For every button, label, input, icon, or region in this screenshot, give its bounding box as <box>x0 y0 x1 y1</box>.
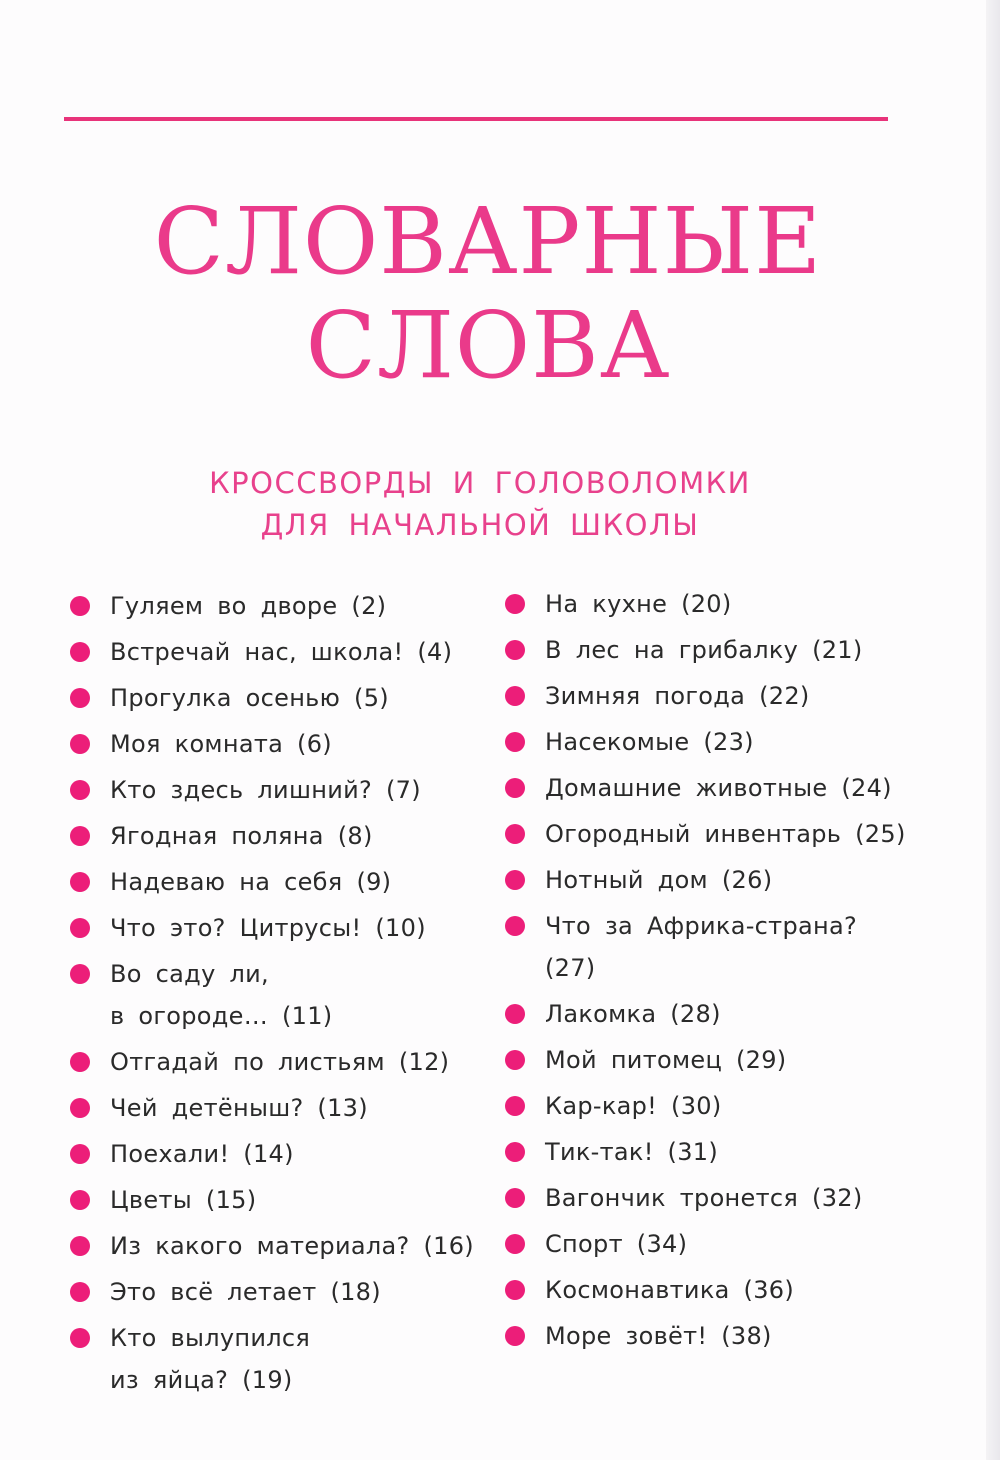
bullet-icon <box>505 1004 525 1024</box>
bullet-icon <box>70 1328 90 1348</box>
bullet-icon <box>70 1190 90 1210</box>
toc-item-label-line-1: Во саду ли, <box>110 960 269 988</box>
toc-item <box>70 585 500 627</box>
toc-item-label: Моя комната (6) <box>110 730 332 758</box>
toc-item <box>70 815 500 857</box>
toc-item-label: Море зовёт! (38) <box>545 1322 772 1350</box>
bullet-icon <box>505 640 525 660</box>
toc-item-label-line-2: (27) <box>545 954 596 982</box>
toc-item <box>70 1087 500 1129</box>
toc-item-label: Огородный инвентарь (25) <box>545 820 906 848</box>
bullet-icon <box>505 732 525 752</box>
bullet-icon <box>70 1144 90 1164</box>
toc-item <box>70 769 500 811</box>
bullet-icon <box>70 1052 90 1072</box>
toc-item-label: Космонавтика (36) <box>545 1276 795 1304</box>
toc-item-label: Домашние животные (24) <box>545 774 892 802</box>
toc-item-label: Надеваю на себя (9) <box>110 868 392 896</box>
bullet-icon <box>70 1236 90 1256</box>
top-rule <box>64 117 888 121</box>
toc-item <box>505 721 945 763</box>
bullet-icon <box>505 870 525 890</box>
bullet-icon <box>70 1282 90 1302</box>
toc-item-label: Кар-кар! (30) <box>545 1092 722 1120</box>
toc-item-label: Встречай нас, школа! (4) <box>110 638 453 666</box>
bullet-icon <box>70 596 90 616</box>
toc-item <box>70 1133 500 1175</box>
toc-right-column <box>505 583 945 1361</box>
toc-item-label: На кухне (20) <box>545 590 732 618</box>
toc-item <box>70 907 500 949</box>
bullet-icon <box>70 642 90 662</box>
toc-item-label: В лес на грибалку (21) <box>545 636 863 664</box>
toc-item <box>505 1131 945 1173</box>
toc-item-label: Лакомка (28) <box>545 1000 721 1028</box>
subtitle-line-1: КРОССВОРДЫ И ГОЛОВОЛОМКИ <box>209 466 751 500</box>
bullet-icon <box>505 1234 525 1254</box>
title-line-1: СЛОВАРНЫЕ <box>153 188 823 295</box>
toc-left-column <box>70 585 500 1405</box>
page-edge <box>986 0 1000 1460</box>
subtitle <box>0 462 960 546</box>
toc-item <box>505 629 945 671</box>
bullet-icon <box>505 594 525 614</box>
bullet-icon <box>505 916 525 936</box>
title-line-2: СЛОВА <box>305 292 671 399</box>
toc-item <box>70 1271 500 1313</box>
toc-item-label: Нотный дом (26) <box>545 866 773 894</box>
toc-item <box>505 1039 945 1081</box>
toc-item <box>505 1269 945 1311</box>
toc-item-label: Из какого материала? (16) <box>110 1232 474 1260</box>
bullet-icon <box>505 1142 525 1162</box>
toc-item <box>505 1223 945 1265</box>
toc-item-label: Спорт (34) <box>545 1230 688 1258</box>
toc-item-label: Отгадай по листьям (12) <box>110 1048 450 1076</box>
bullet-icon <box>70 964 90 984</box>
toc-item <box>505 1085 945 1127</box>
bullet-icon <box>70 872 90 892</box>
toc-item-label-line-1: Кто вылупился <box>110 1324 311 1352</box>
toc-item-label: Цветы (15) <box>110 1186 257 1214</box>
bullet-icon <box>505 1096 525 1116</box>
toc-item-label: Вагончик тронется (32) <box>545 1184 863 1212</box>
bullet-icon <box>70 734 90 754</box>
bullet-icon <box>70 780 90 800</box>
bullet-icon <box>70 826 90 846</box>
toc-item-label-line-2: в огороде… (11) <box>110 1002 333 1030</box>
toc-item-label: Зимняя погода (22) <box>545 682 810 710</box>
bullet-icon <box>505 1188 525 1208</box>
bullet-icon <box>505 686 525 706</box>
toc-item-label: Чей детёныш? (13) <box>110 1094 368 1122</box>
toc-item <box>505 813 945 855</box>
bullet-icon <box>505 1050 525 1070</box>
toc-item-label: Насекомые (23) <box>545 728 754 756</box>
toc-item <box>70 677 500 719</box>
toc-item-label: Поехали! (14) <box>110 1140 294 1168</box>
toc-item <box>505 859 945 901</box>
toc-item <box>70 861 500 903</box>
toc-item-label-line-1: Что за Африка-страна? <box>545 912 858 940</box>
toc-item <box>505 1177 945 1219</box>
bullet-icon <box>70 688 90 708</box>
toc-item-label: Гуляем во дворе (2) <box>110 592 387 620</box>
toc-item-label: Мой питомец (29) <box>545 1046 787 1074</box>
toc-item <box>505 675 945 717</box>
toc-item-label: Прогулка осенью (5) <box>110 684 389 712</box>
toc-item <box>505 993 945 1035</box>
bullet-icon <box>505 1280 525 1300</box>
toc-item-label: Это всё летает (18) <box>110 1278 381 1306</box>
toc-item <box>70 1179 500 1221</box>
toc-item <box>505 1315 945 1357</box>
toc-item <box>70 1225 500 1267</box>
bullet-icon <box>505 778 525 798</box>
toc-item-label-line-2: из яйца? (19) <box>110 1366 293 1394</box>
toc-item <box>70 1041 500 1083</box>
toc-item <box>70 631 500 673</box>
bullet-icon <box>70 918 90 938</box>
bullet-icon <box>505 824 525 844</box>
toc-item-label: Что это? Цитрусы! (10) <box>110 914 426 942</box>
bullet-icon <box>70 1098 90 1118</box>
toc-item <box>505 767 945 809</box>
subtitle-line-2: ДЛЯ НАЧАЛЬНОЙ ШКОЛЫ <box>260 508 700 542</box>
bullet-icon <box>505 1326 525 1346</box>
toc-item <box>70 953 500 1037</box>
toc-item-label: Кто здесь лишний? (7) <box>110 776 421 804</box>
toc-item <box>70 1317 500 1401</box>
toc-item <box>505 905 945 989</box>
page-title <box>0 190 976 398</box>
toc-item-label: Ягодная поляна (8) <box>110 822 373 850</box>
toc-item-label: Тик-так! (31) <box>545 1138 719 1166</box>
toc-item <box>505 583 945 625</box>
toc-item <box>70 723 500 765</box>
